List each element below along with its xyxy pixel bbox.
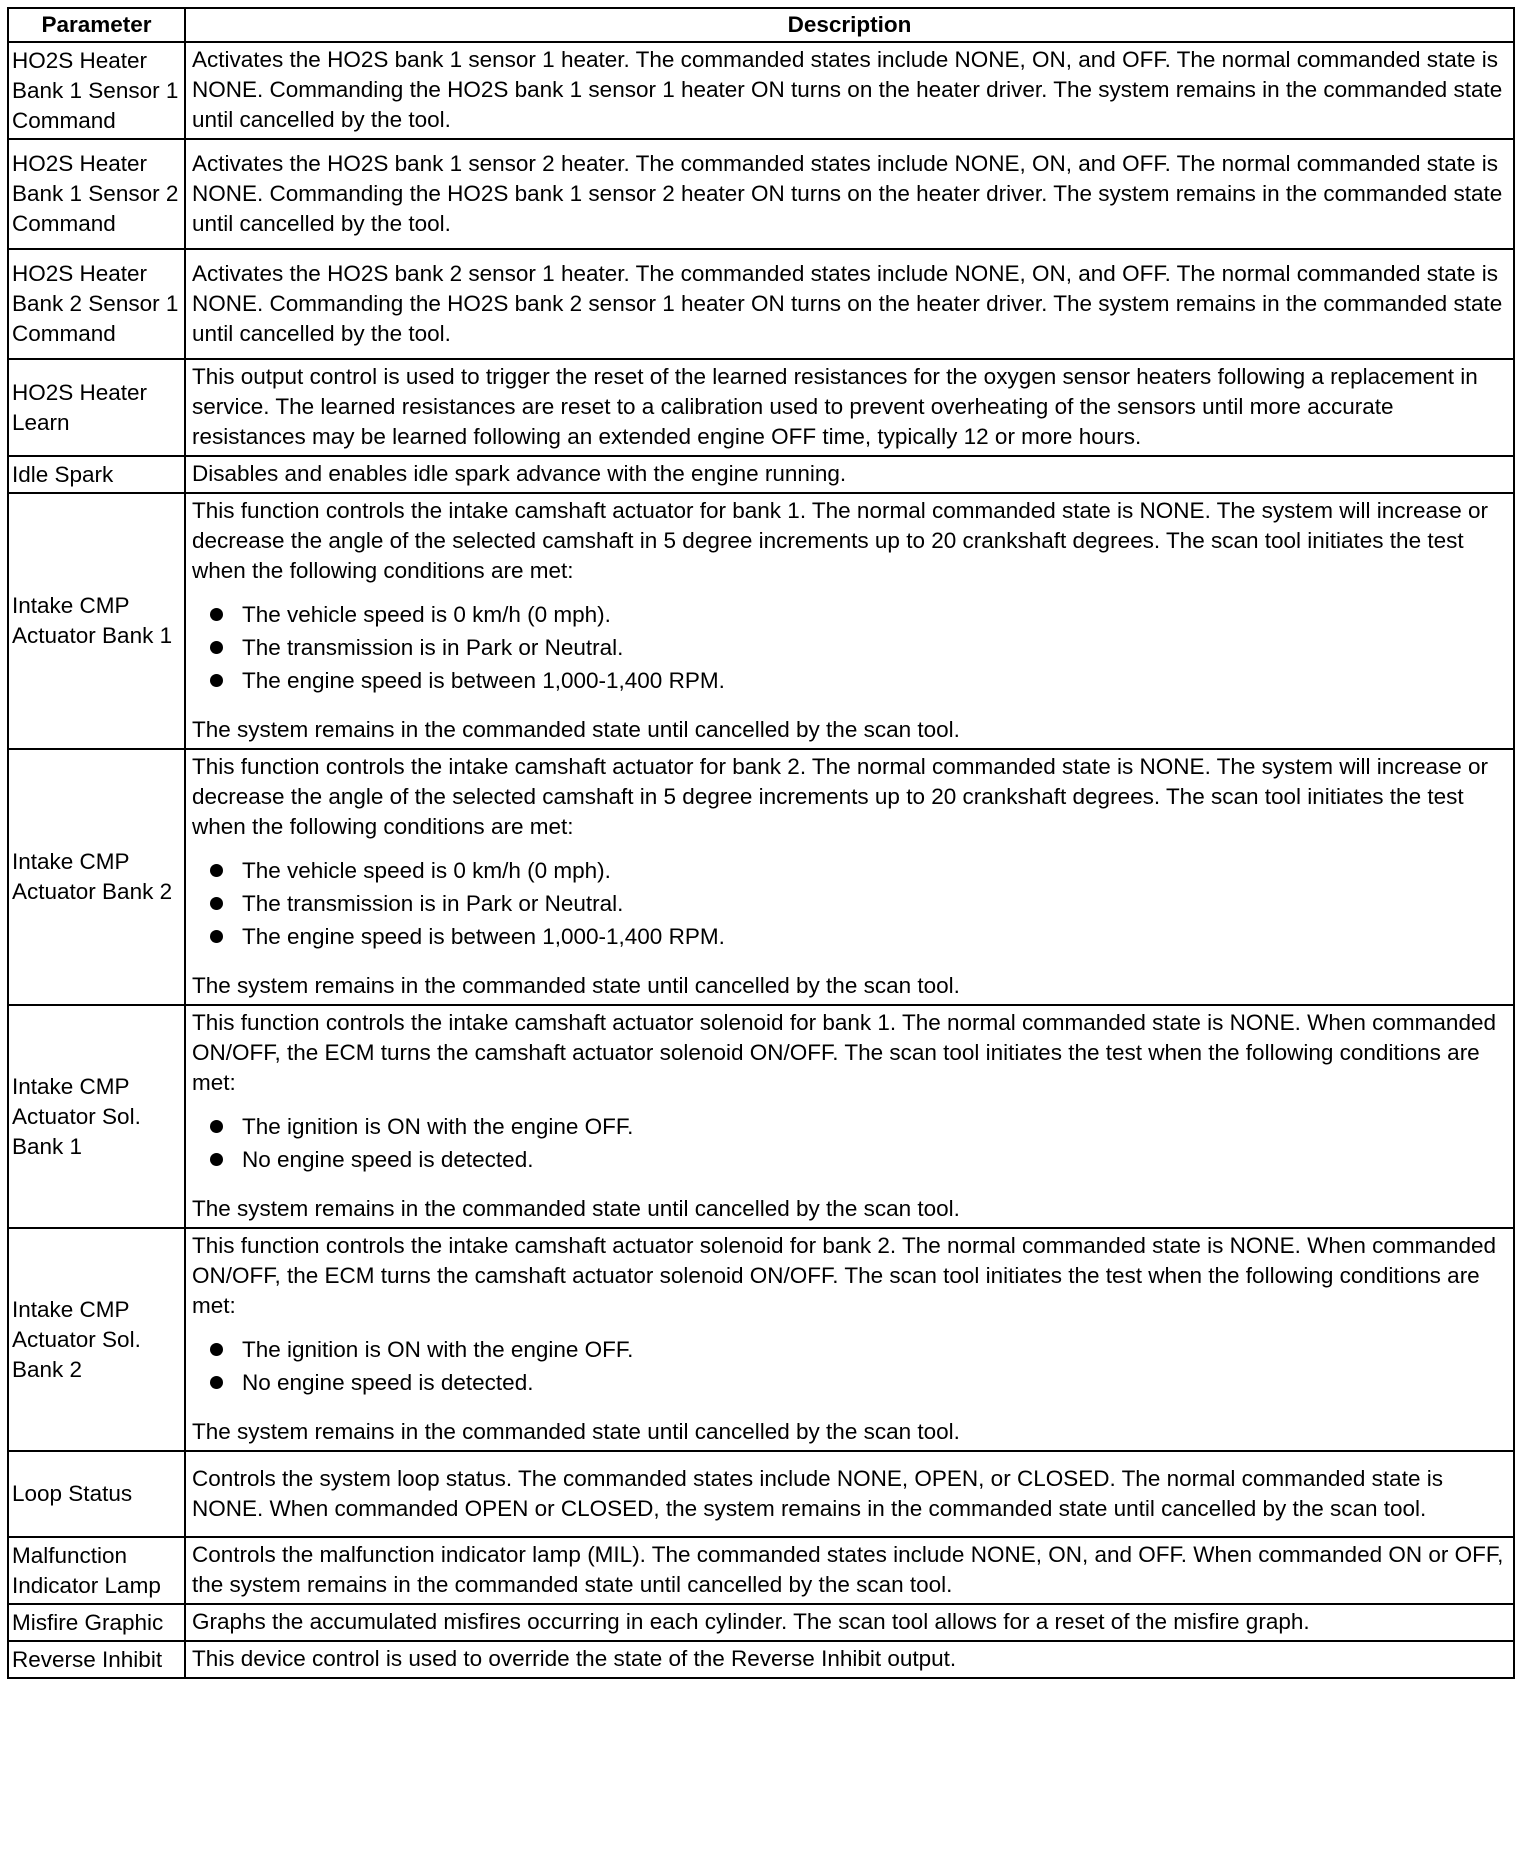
parameter-cell: Intake CMP Actuator Sol. Bank 2 [8, 1228, 185, 1451]
description-text: Controls the malfunction indicator lamp (MIL). The commanded states include NONE, ON, and OFF. When commanded ON or OFF, the system remains in the commanded state until cancelled by the scan tool. [192, 1542, 1504, 1597]
list-item-text: The vehicle speed is 0 km/h (0 mph). [242, 602, 611, 627]
list-item [210, 1110, 1507, 1143]
description-cell [185, 1537, 1514, 1604]
bullet-icon [210, 641, 223, 654]
description-text: Activates the HO2S bank 1 sensor 1 heater. The commanded states include NONE, ON, and OFF. The normal commanded state is NONE. Commanding the HO2S bank 1 sensor 1 heater ON turns on the heater driver. The system remains in the commanded state until cancelled by the tool. [192, 47, 1503, 132]
description-text: Activates the HO2S bank 1 sensor 2 heater. The commanded states include NONE, ON, and OFF. The normal commanded state is NONE. Commanding the HO2S bank 1 sensor 2 heater ON turns on the heater driver. The system remains in the commanded state until cancelled by the tool. [192, 150, 1503, 236]
bullet-icon [210, 864, 223, 877]
table-row [8, 1451, 1514, 1537]
list-item-text: No engine speed is detected. [242, 1147, 534, 1172]
list-item [210, 920, 1507, 953]
table-body [8, 42, 1514, 1678]
list-item-text: The transmission is in Park or Neutral. [242, 891, 624, 916]
table-row [8, 139, 1514, 249]
description-cell [185, 359, 1514, 456]
list-item [210, 664, 1507, 697]
description-cell [185, 139, 1514, 249]
description-text: This function controls the intake camshaft actuator for bank 1. The normal commanded state is NONE. The system will increase or decrease the angle of the selected camshaft in 5 degree increments up to 20 crankshaft degrees. The scan tool initiates the test when the following conditions are met: [192, 498, 1488, 583]
bullet-icon [210, 1153, 223, 1166]
condition-list [192, 1333, 1507, 1399]
description-cell [185, 1604, 1514, 1641]
list-item [210, 631, 1507, 664]
parameter-cell: Loop Status [8, 1451, 185, 1537]
description-text: Controls the system loop status. The commanded states include NONE, OPEN, or CLOSED. The normal commanded state is NONE. When commanded OPEN or CLOSED, the system remains in the commanded state until cancelled by the scan tool. [192, 1465, 1443, 1521]
bullet-icon [210, 897, 223, 910]
description-cell [185, 1641, 1514, 1678]
table-row [8, 42, 1514, 139]
bullet-icon [210, 674, 223, 687]
condition-list [192, 598, 1507, 697]
list-item-text: The engine speed is between 1,000-1,400 RPM. [242, 924, 725, 949]
parameter-description-table [7, 7, 1515, 1679]
list-item [210, 1333, 1507, 1366]
description-text: This output control is used to trigger the reset of the learned resistances for the oxygen sensor heaters following a replacement in service. The learned resistances are reset to a calibration used to prevent overheating of the sensors until more accurate resistances may be learned following an extended engine OFF time, typically 12 or more hours. [192, 364, 1478, 449]
table-row [8, 1537, 1514, 1604]
parameter-cell: Intake CMP Actuator Sol. Bank 1 [8, 1005, 185, 1228]
parameter-cell: Misfire Graphic [8, 1604, 185, 1641]
parameter-cell: HO2S Heater Bank 1 Sensor 2 Command [8, 139, 185, 249]
table-row [8, 493, 1514, 749]
description-text: This function controls the intake camshaft actuator for bank 2. The normal commanded state is NONE. The system will increase or decrease the angle of the selected camshaft in 5 degree increments up to 20 crankshaft degrees. The scan tool initiates the test when the following conditions are met: [192, 754, 1488, 839]
description-closing-text: The system remains in the commanded state until cancelled by the scan tool. [192, 973, 960, 998]
parameter-cell: Malfunction Indicator Lamp [8, 1537, 185, 1604]
description-closing-text: The system remains in the commanded state until cancelled by the scan tool. [192, 1196, 960, 1221]
description-text: This function controls the intake camshaft actuator solenoid for bank 1. The normal commanded state is NONE. When commanded ON/OFF, the ECM turns the camshaft actuator solenoid ON/OFF. The scan tool initiates the test when the following conditions are met: [192, 1010, 1496, 1095]
table-row [8, 456, 1514, 493]
table-row [8, 1228, 1514, 1451]
list-item [210, 1143, 1507, 1176]
table-row [8, 749, 1514, 1005]
bullet-icon [210, 1120, 223, 1133]
condition-list [192, 854, 1507, 953]
table-row [8, 1641, 1514, 1678]
description-text: This device control is used to override the state of the Reverse Inhibit output. [192, 1646, 957, 1671]
description-cell [185, 42, 1514, 139]
table-row [8, 1604, 1514, 1641]
description-cell [185, 493, 1514, 749]
parameter-cell: Intake CMP Actuator Bank 1 [8, 493, 185, 749]
list-item [210, 598, 1507, 631]
description-closing-text: The system remains in the commanded state until cancelled by the scan tool. [192, 717, 960, 742]
description-cell [185, 1451, 1514, 1537]
list-item-text: The vehicle speed is 0 km/h (0 mph). [242, 858, 611, 883]
bullet-icon [210, 608, 223, 621]
bullet-icon [210, 930, 223, 943]
condition-list [192, 1110, 1507, 1176]
bullet-icon [210, 1376, 223, 1389]
description-cell [185, 456, 1514, 493]
parameter-cell: HO2S Heater Bank 1 Sensor 1 Command [8, 42, 185, 139]
list-item-text: No engine speed is detected. [242, 1370, 534, 1395]
list-item-text: The ignition is ON with the engine OFF. [242, 1337, 634, 1362]
description-text: Disables and enables idle spark advance with the engine running. [192, 461, 847, 486]
table-row [8, 1005, 1514, 1228]
description-cell [185, 1228, 1514, 1451]
parameter-column-header: Parameter [8, 8, 185, 42]
table-row [8, 249, 1514, 359]
description-cell [185, 1005, 1514, 1228]
description-column-header: Description [185, 8, 1514, 42]
parameter-cell: Intake CMP Actuator Bank 2 [8, 749, 185, 1005]
list-item-text: The transmission is in Park or Neutral. [242, 635, 624, 660]
table-header-row [8, 8, 1514, 42]
list-item [210, 887, 1507, 920]
description-closing-text: The system remains in the commanded state until cancelled by the scan tool. [192, 1419, 960, 1444]
list-item [210, 854, 1507, 887]
description-cell [185, 249, 1514, 359]
description-text: Graphs the accumulated misfires occurring in each cylinder. The scan tool allows for a reset of the misfire graph. [192, 1609, 1310, 1634]
list-item-text: The engine speed is between 1,000-1,400 RPM. [242, 668, 725, 693]
parameter-cell: Idle Spark [8, 456, 185, 493]
parameter-cell: HO2S Heater Learn [8, 359, 185, 456]
table-row [8, 359, 1514, 456]
description-cell [185, 749, 1514, 1005]
description-text: This function controls the intake camshaft actuator solenoid for bank 2. The normal commanded state is NONE. When commanded ON/OFF, the ECM turns the camshaft actuator solenoid ON/OFF. The scan tool initiates the test when the following conditions are met: [192, 1233, 1496, 1318]
parameter-cell: HO2S Heater Bank 2 Sensor 1 Command [8, 249, 185, 359]
list-item-text: The ignition is ON with the engine OFF. [242, 1114, 634, 1139]
description-text: Activates the HO2S bank 2 sensor 1 heater. The commanded states include NONE, ON, and OFF. The normal commanded state is NONE. Commanding the HO2S bank 2 sensor 1 heater ON turns on the heater driver. The system remains in the commanded state until cancelled by the tool. [192, 260, 1503, 346]
list-item [210, 1366, 1507, 1399]
parameter-cell: Reverse Inhibit [8, 1641, 185, 1678]
bullet-icon [210, 1343, 223, 1356]
